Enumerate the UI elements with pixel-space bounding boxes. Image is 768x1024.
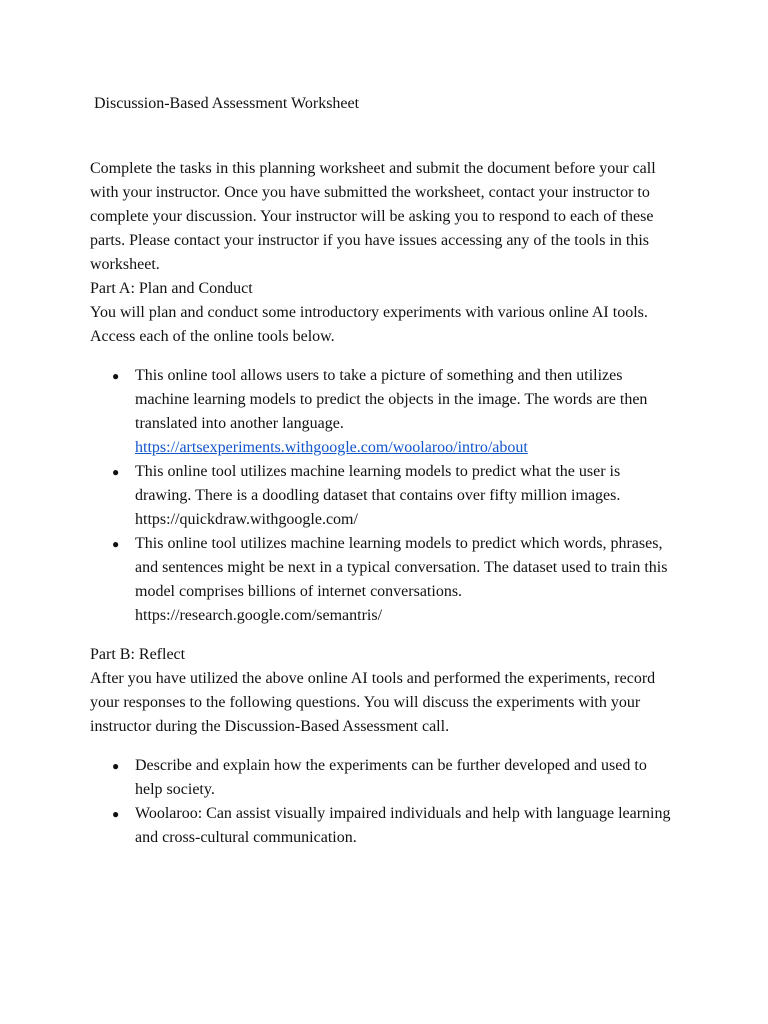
tool-description: This online tool utilizes machine learning models to predict what the user is drawing. There is a doodling dataset that contains over fifty million images. [135,463,621,504]
part-a-description: You will plan and conduct some introductory experiments with various online AI tools. Access each of the online tools below. [90,304,648,345]
tool-description: This online tool allows users to take a picture of something and then utilizes machine learning models to predict the objects in the image. The words are then translated into another language. [135,367,648,432]
bullet-icon: ● [112,369,120,383]
bullet-icon: ● [112,807,120,821]
list-item [90,460,675,532]
reflection-item: Woolaroo: Can assist visually impaired individuals and help with language learning and cross-cultural communication. [135,805,671,846]
part-a-tool-list [90,364,675,628]
list-item [90,364,675,460]
woolaroo-link[interactable]: https://artsexperiments.withgoogle.com/woolaroo/intro/about [135,439,528,456]
bullet-icon: ● [112,759,120,773]
list-item [90,754,675,802]
part-b-question-list [90,754,675,850]
quickdraw-url: https://quickdraw.withgoogle.com/ [135,511,358,528]
intro-paragraph: Complete the tasks in this planning worksheet and submit the document before your call with your instructor. Once you have submitted the worksheet, contact your instructor to complete your discussion. Your instructor will be asking you to respond to each of these parts. Please contact your instructor if you have issues accessing any of the tools in this worksheet. [90,160,656,273]
bullet-icon: ● [112,465,120,479]
semantris-url: https://research.google.com/semantris/ [135,607,383,624]
tool-description: This online tool utilizes machine learning models to predict which words, phrases, and sentences might be next in a typical conversation. The dataset used to train this model comprises billions of internet conversations. [135,535,668,600]
part-b-heading: Part B: Reflect [90,646,186,663]
reflection-item: Describe and explain how the experiments can be further developed and used to help society. [135,757,647,798]
bullet-icon: ● [112,537,120,551]
list-item [90,802,675,850]
part-a-heading: Part A: Plan and Conduct [90,280,253,297]
part-b-description: After you have utilized the above online AI tools and performed the experiments, record your responses to the following questions. You will discuss the experiments with your instructor during the Discussion-Based Assessment call. [90,670,656,735]
list-item [90,532,675,628]
document-title: Discussion-Based Assessment Worksheet [94,95,360,112]
